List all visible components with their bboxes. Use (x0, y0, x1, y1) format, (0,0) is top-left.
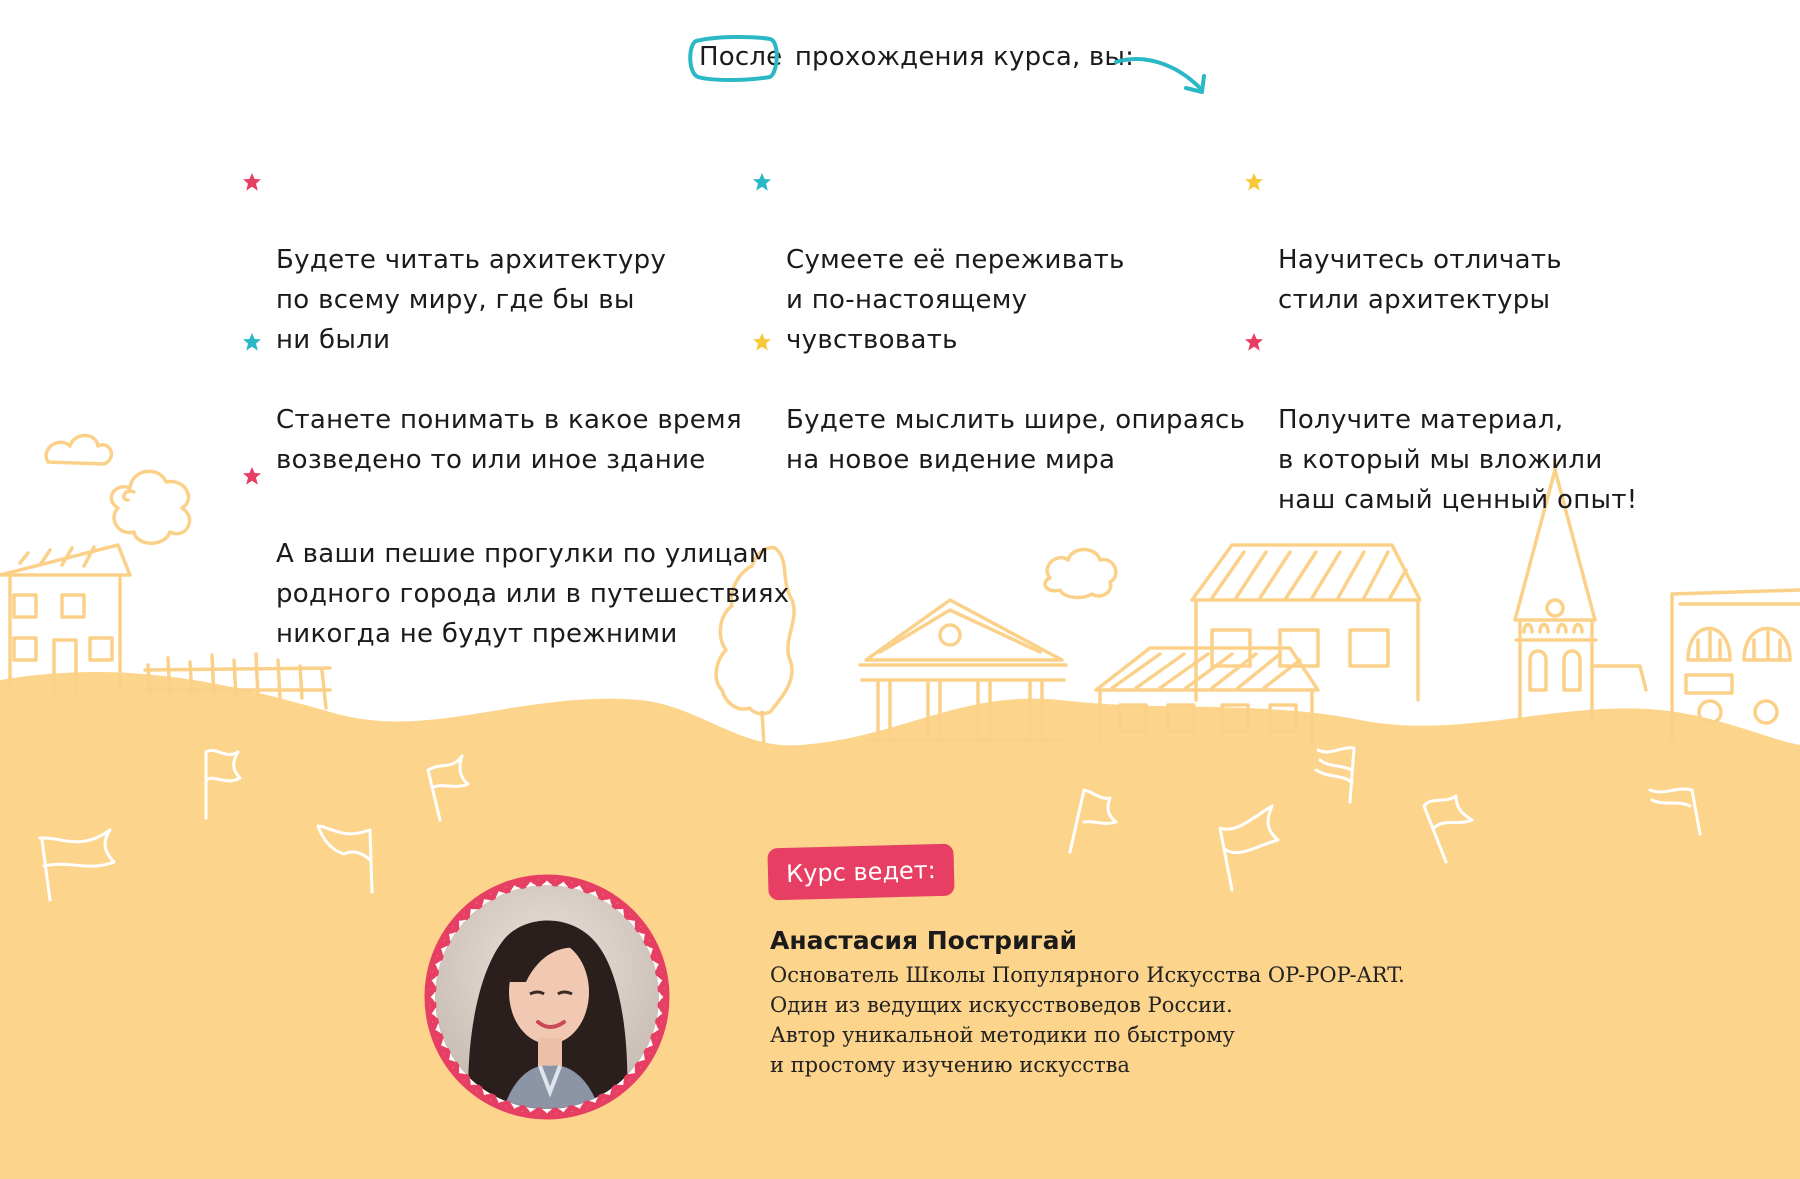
star-icon (242, 172, 262, 192)
left-house-doodle (0, 545, 130, 692)
benefit-text: Научитесь отличать стили архитектуры (1278, 245, 1562, 315)
benefit-text: Будете мыслить шире, опираясь на новое видение мира (786, 405, 1246, 475)
benefit-text: Будете читать архитектуру по всему миру, где бы вы ни были (276, 245, 667, 355)
instructor-bio: Основатель Школы Популярного Искусства OP-POP-ART. Один из ведущих искусствоведов России. Автор уникальной методики по быстрому и простому изучению искусства (770, 963, 1405, 1077)
section-heading (695, 42, 1134, 72)
benefit-text: Станете понимать в какое время возведено то или иное здание (276, 405, 742, 475)
instructor-badge: Курс ведет: (767, 844, 954, 901)
highlight-frame-icon (686, 33, 782, 85)
benefit-item (276, 454, 796, 654)
heading-highlight (695, 42, 786, 72)
benefit-text: А ваши пешие прогулки по улицам родного города или в путешествиях никогда не будут прежними (276, 539, 790, 649)
cloud-doodle-2 (1045, 550, 1116, 598)
star-icon (752, 172, 772, 192)
star-icon (1244, 172, 1264, 192)
star-icon (242, 466, 262, 486)
benefit-item (1278, 160, 1678, 320)
star-icon (752, 332, 772, 352)
instructor-name: Анастасия Постригай (770, 926, 1078, 955)
cloud-doodle-1 (46, 436, 189, 544)
benefit-item (786, 320, 1256, 480)
benefit-text: Получите материал, в который мы вложили наш самый ценный опыт! (1278, 405, 1638, 515)
heading-text: прохождения курса, вы: (794, 42, 1135, 72)
arrow-down-right-icon (1112, 52, 1212, 100)
instructor-portrait (402, 852, 692, 1142)
benefit-text: Сумеете её переживать и по-настоящему чувствовать (786, 245, 1125, 355)
heading-highlight-text: После (699, 42, 783, 72)
benefit-item (1278, 320, 1698, 520)
star-icon (1244, 332, 1264, 352)
star-icon (242, 332, 262, 352)
